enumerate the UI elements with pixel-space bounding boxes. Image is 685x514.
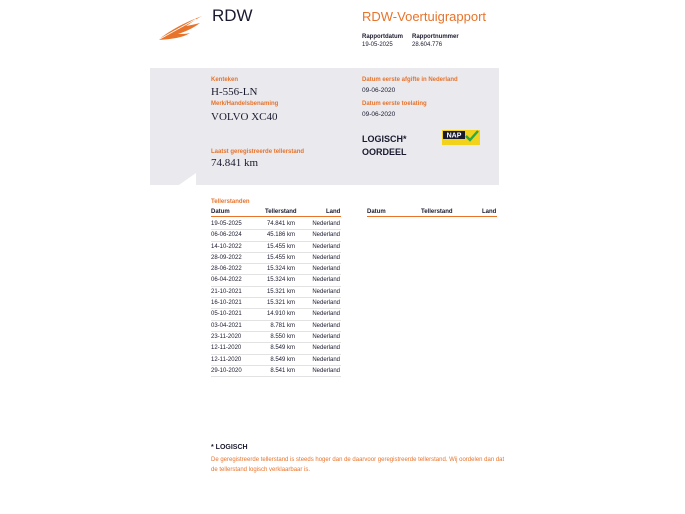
table-row <box>211 230 341 241</box>
report-title: RDW-Voertuigrapport <box>362 9 487 24</box>
report-number-label: Rapportnummer <box>412 34 459 40</box>
table-row <box>211 355 341 366</box>
row-odometer: 15.455 km <box>266 243 295 250</box>
col-header-country: Land <box>326 209 341 215</box>
odometer-section-title: Tellerstanden <box>211 199 250 205</box>
table-row <box>211 242 341 253</box>
table-row <box>211 366 341 377</box>
row-odometer: 14.910 km <box>266 311 295 318</box>
row-date: 14-10-2022 <box>211 243 242 250</box>
table-row <box>211 219 341 230</box>
row-odometer: 8.550 km <box>270 333 295 340</box>
row-country: Nederland <box>312 367 340 374</box>
row-date: 12-11-2020 <box>211 356 242 363</box>
row-date: 23-11-2020 <box>211 333 242 340</box>
make-value: VOLVO XC40 <box>211 111 278 123</box>
row-odometer: 8.781 km <box>270 322 295 329</box>
table-row <box>211 343 341 354</box>
col-header-odometer: Tellerstand <box>265 209 297 215</box>
rdw-feather-logo-icon <box>156 14 204 42</box>
report-date-block <box>362 34 403 48</box>
row-odometer: 15.321 km <box>266 288 295 295</box>
table-row <box>211 253 341 264</box>
row-country: Nederland <box>312 232 340 239</box>
row-date: 21-10-2021 <box>211 288 242 295</box>
report-date-value: 19-05-2025 <box>362 42 393 48</box>
table-header-rule <box>211 216 341 217</box>
row-odometer: 15.324 km <box>266 266 295 273</box>
verdict-line-1: LOGISCH* <box>362 134 407 144</box>
row-date: 12-11-2020 <box>211 345 242 352</box>
row-date: 06-06-2024 <box>211 232 242 239</box>
row-date: 29-10-2020 <box>211 367 242 374</box>
row-country: Nederland <box>312 356 340 363</box>
col-header-date: Datum <box>211 209 230 215</box>
row-country: Nederland <box>312 333 340 340</box>
table-row <box>211 287 341 298</box>
last-odometer-value: 74.841 km <box>211 157 259 169</box>
first-nl-value: 09-06-2020 <box>362 87 396 94</box>
first-admission-label: Datum eerste toelating <box>362 101 427 107</box>
col-header-odometer-2: Tellerstand <box>421 209 453 215</box>
col-header-country-2: Land <box>482 209 497 215</box>
nap-logo-text: NAP <box>446 132 462 140</box>
row-country: Nederland <box>312 288 340 295</box>
row-country: Nederland <box>312 277 340 284</box>
verdict <box>362 133 407 159</box>
row-odometer: 8.541 km <box>270 367 295 374</box>
first-admission-value: 09-06-2020 <box>362 111 396 118</box>
last-odometer-label: Laatst geregistreerde tellerstand <box>211 149 305 155</box>
report-date-label: Rapportdatum <box>362 34 403 40</box>
make-label: Merk/Handelsbenaming <box>211 101 279 107</box>
table-row <box>211 332 341 343</box>
table-header-rule-2 <box>367 216 497 217</box>
footnote-text: De geregistreerde tellerstand is steeds hoger dan de daarvoor geregistreerde tellerstand. Wij oordelen dan dat de tellerstand logisch verklaarbaar is. <box>211 457 505 473</box>
nap-logo-icon <box>442 130 480 145</box>
row-date: 03-04-2021 <box>211 322 242 329</box>
row-odometer: 45.186 km <box>266 232 295 239</box>
row-date: 28-06-2022 <box>211 266 242 273</box>
row-country: Nederland <box>312 221 340 227</box>
row-country: Nederland <box>312 266 340 273</box>
row-date: 28-09-2022 <box>211 254 242 261</box>
row-date: 05-10-2021 <box>211 311 242 318</box>
vehicle-summary-panel <box>150 68 499 185</box>
row-country: Nederland <box>312 311 340 318</box>
row-country: Nederland <box>312 254 340 261</box>
row-odometer: 74.841 km <box>266 221 295 227</box>
row-odometer: 15.324 km <box>266 277 295 284</box>
row-odometer: 15.455 km <box>266 254 295 261</box>
verdict-line-2: OORDEEL <box>362 147 407 157</box>
row-country: Nederland <box>312 300 340 307</box>
row-date: 06-04-2022 <box>211 277 242 284</box>
row-date: 19-05-2025 <box>211 221 242 227</box>
table-row <box>211 321 341 332</box>
report-number-value: 28.604.776 <box>412 42 443 48</box>
row-odometer: 15.321 km <box>266 300 295 307</box>
table-row <box>211 309 341 320</box>
report-number-block <box>412 34 459 48</box>
footnote-title: * LOGISCH <box>211 444 248 451</box>
row-country: Nederland <box>312 322 340 329</box>
col-header-date-2: Datum <box>367 209 386 215</box>
first-nl-label: Datum eerste afgifte in Nederland <box>362 77 458 83</box>
plate-value: H-556-LN <box>211 86 258 98</box>
row-odometer: 8.549 km <box>270 345 295 352</box>
brand-name: RDW <box>212 6 253 25</box>
table-row <box>211 275 341 286</box>
table-row <box>211 264 341 275</box>
row-country: Nederland <box>312 243 340 250</box>
row-odometer: 8.549 km <box>270 356 295 363</box>
table-row <box>211 298 341 309</box>
plate-label: Kenteken <box>211 77 239 83</box>
odometer-table-body <box>211 219 341 377</box>
row-country: Nederland <box>312 345 340 352</box>
row-date: 16-10-2021 <box>211 300 242 307</box>
